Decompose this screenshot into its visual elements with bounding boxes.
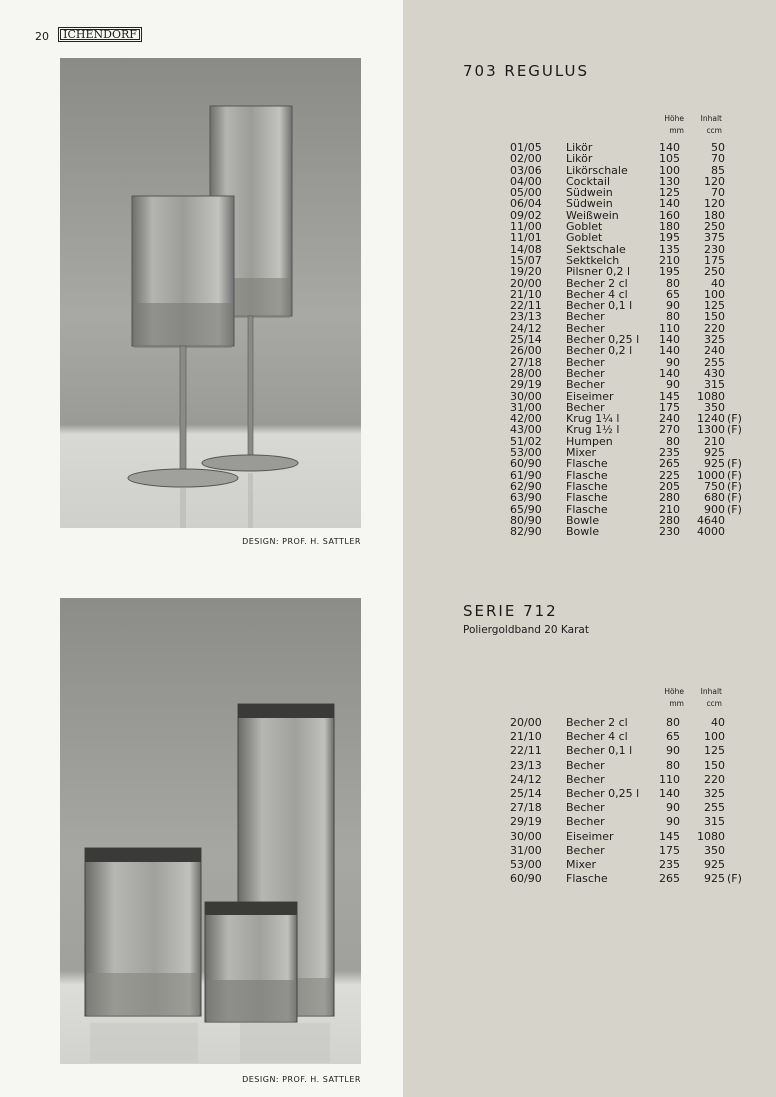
item-code: 43/00 [510,423,542,437]
item-height: 90 [666,378,680,392]
item-code: 03/06 [510,163,542,177]
item-code: 21/10 [510,730,542,744]
item-content: 4000 [697,525,725,539]
item-code: 29/19 [510,815,542,829]
series-title: SERIE 712 [463,602,558,620]
item-content: 4640 [697,513,725,527]
item-name: Becher 0,1 l [566,744,633,758]
item-height: 180 [659,220,680,234]
item-height: 65 [666,287,680,301]
item-flag: (F) [727,457,742,471]
series-subtitle: Poliergoldband 20 Karat [463,624,589,636]
item-code: 27/18 [510,355,542,369]
item-height: 145 [659,389,680,403]
item-code: 11/01 [510,231,542,245]
item-name: Humpen [566,434,613,448]
item-content: 1080 [697,829,725,843]
item-content: 70 [711,186,725,200]
item-name: Becher [566,801,605,815]
design-credit: DESIGN: PROF. H. SATTLER [242,537,361,546]
item-name: Becher 0,2 l [566,344,633,358]
item-content: 375 [704,231,725,245]
item-content: 925 [704,446,725,460]
product-photo-serie712 [60,598,361,1064]
column-header-content: Inhalt ccm [700,687,722,708]
item-content: 255 [704,355,725,369]
item-content: 1240 [697,412,725,426]
item-height: 80 [666,276,680,290]
item-code: 23/13 [510,758,542,772]
item-name: Becher [566,321,605,335]
item-height: 210 [659,502,680,516]
item-height: 225 [659,468,680,482]
item-code: 30/00 [510,389,542,403]
item-height: 140 [659,333,680,347]
item-code: 26/00 [510,344,542,358]
item-name: Becher 0,1 l [566,299,633,313]
item-content: 85 [711,163,725,177]
item-name: Becher 4 cl [566,730,628,744]
item-name: Flasche [566,502,608,516]
item-code: 62/90 [510,479,542,493]
page-number: 20 [35,30,49,43]
item-code: 20/00 [510,716,542,729]
item-name: Likörschale [566,163,628,177]
item-code: 27/18 [510,801,542,815]
item-code: 06/04 [510,197,542,211]
item-code: 11/00 [510,220,542,234]
item-height: 90 [666,744,680,758]
item-height: 140 [659,344,680,358]
item-content: 210 [704,434,725,448]
item-content: 1080 [697,389,725,403]
item-height: 125 [659,186,680,200]
item-flag: (F) [727,412,742,426]
item-name: Becher [566,843,605,857]
item-height: 100 [659,163,680,177]
item-content: 40 [711,716,725,729]
brand-logo: ICHENDORF [58,27,142,42]
item-code: 80/90 [510,513,542,527]
item-code: 30/00 [510,829,542,843]
item-flag: (F) [727,872,742,886]
item-content: 1300 [697,423,725,437]
item-flag: (F) [727,479,742,493]
item-height: 235 [659,857,680,871]
item-name: Becher 0,25 l [566,786,640,800]
item-name: Eiseimer [566,389,614,403]
item-name: Mixer [566,446,597,460]
item-name: Becher [566,772,605,786]
item-flag: (F) [727,491,742,505]
item-name: Goblet [566,231,603,245]
item-height: 80 [666,758,680,772]
item-name: Weißwein [566,208,619,222]
item-height: 90 [666,299,680,313]
item-height: 90 [666,355,680,369]
item-code: 31/00 [510,400,542,414]
item-code: 31/00 [510,843,542,857]
product-photo-regulus [60,58,361,528]
item-content: 325 [704,786,725,800]
item-content: 180 [704,208,725,222]
item-code: 63/90 [510,491,542,505]
item-code: 09/02 [510,208,542,222]
item-code: 20/00 [510,276,542,290]
item-name: Becher [566,355,605,369]
item-name: Becher [566,378,605,392]
item-height: 240 [659,412,680,426]
item-height: 140 [659,141,680,154]
item-code: 22/11 [510,744,542,758]
item-height: 205 [659,479,680,493]
item-name: Sektkelch [566,253,620,267]
item-content: 900 [704,502,725,516]
item-content: 680 [704,491,725,505]
item-height: 130 [659,174,680,188]
item-name: Becher [566,366,605,380]
item-code: 25/14 [510,333,542,347]
item-name: Becher 2 cl [566,276,628,290]
item-name: Likör [566,152,593,166]
item-content: 40 [711,276,725,290]
item-code: 14/08 [510,242,542,256]
item-height: 140 [659,366,680,380]
item-height: 80 [666,716,680,729]
item-name: Flasche [566,872,608,886]
item-name: Flasche [566,468,608,482]
item-code: 60/90 [510,457,542,471]
item-code: 15/07 [510,253,542,267]
item-height: 195 [659,265,680,279]
item-name: Flasche [566,457,608,471]
item-content: 230 [704,242,725,256]
item-height: 140 [659,786,680,800]
item-content: 250 [704,220,725,234]
column-header-height: Höhe mm [664,687,684,708]
item-height: 110 [659,772,680,786]
item-height: 110 [659,321,680,335]
item-height: 175 [659,843,680,857]
item-code: 65/90 [510,502,542,516]
item-content: 150 [704,310,725,324]
item-name: Krug 1½ l [566,423,620,437]
item-content: 240 [704,344,725,358]
item-code: 05/00 [510,186,542,200]
item-height: 195 [659,231,680,245]
item-code: 19/20 [510,265,542,279]
item-code: 42/00 [510,412,542,426]
item-content: 120 [704,197,725,211]
item-content: 125 [704,744,725,758]
column-header-content: Inhalt ccm [700,114,722,135]
item-code: 53/00 [510,446,542,460]
item-height: 210 [659,253,680,267]
column-header-height: Höhe mm [664,114,684,135]
item-height: 265 [659,457,680,471]
item-height: 175 [659,400,680,414]
item-name: Becher 0,25 l [566,333,640,347]
item-height: 280 [659,491,680,505]
item-code: 24/12 [510,321,542,335]
item-name: Flasche [566,491,608,505]
item-name: Cocktail [566,174,610,188]
item-content: 925 [704,857,725,871]
item-content: 315 [704,815,725,829]
item-name: Krug 1¼ l [566,412,620,426]
item-content: 220 [704,321,725,335]
item-code: 22/11 [510,299,542,313]
item-content: 250 [704,265,725,279]
item-height: 65 [666,730,680,744]
item-code: 28/00 [510,366,542,380]
series-title: 703 REGULUS [463,62,590,80]
item-name: Bowle [566,513,600,527]
item-name: Becher 2 cl [566,716,628,729]
item-height: 265 [659,872,680,886]
item-height: 105 [659,152,680,166]
item-content: 350 [704,843,725,857]
item-code: 24/12 [510,772,542,786]
item-flag: (F) [727,502,742,516]
item-content: 1000 [697,468,725,482]
item-name: Pilsner 0,2 l [566,265,631,279]
item-content: 255 [704,801,725,815]
item-height: 235 [659,446,680,460]
item-code: 61/90 [510,468,542,482]
item-height: 90 [666,815,680,829]
item-content: 100 [704,287,725,301]
item-content: 120 [704,174,725,188]
item-code: 25/14 [510,786,542,800]
item-height: 140 [659,197,680,211]
item-code: 60/90 [510,872,542,886]
item-code: 29/19 [510,378,542,392]
item-name: Bowle [566,525,600,539]
item-name: Likör [566,141,593,154]
item-flag: (F) [727,423,742,437]
item-name: Mixer [566,857,597,871]
item-height: 270 [659,423,680,437]
item-code: 02/00 [510,152,542,166]
item-content: 125 [704,299,725,313]
item-height: 145 [659,829,680,843]
item-height: 90 [666,801,680,815]
item-code: 01/05 [510,141,542,154]
item-name: Becher [566,310,605,324]
item-name: Goblet [566,220,603,234]
item-content: 430 [704,366,725,380]
item-name: Becher 4 cl [566,287,628,301]
item-code: 23/13 [510,310,542,324]
item-content: 70 [711,152,725,166]
item-height: 280 [659,513,680,527]
item-code: 04/00 [510,174,542,188]
item-code: 82/90 [510,525,542,539]
item-content: 100 [704,730,725,744]
item-name: Südwein [566,197,613,211]
item-name: Eiseimer [566,829,614,843]
item-content: 150 [704,758,725,772]
item-height: 135 [659,242,680,256]
item-code: 53/00 [510,857,542,871]
item-name: Becher [566,758,605,772]
item-name: Becher [566,400,605,414]
item-height: 80 [666,434,680,448]
item-content: 925 [704,457,725,471]
item-content: 750 [704,479,725,493]
item-content: 50 [711,141,725,154]
item-content: 325 [704,333,725,347]
item-content: 350 [704,400,725,414]
item-name: Flasche [566,479,608,493]
item-name: Sektschale [566,242,626,256]
item-name: Südwein [566,186,613,200]
item-content: 925 [704,872,725,886]
item-content: 220 [704,772,725,786]
item-content: 175 [704,253,725,267]
item-height: 160 [659,208,680,222]
item-content: 315 [704,378,725,392]
design-credit: DESIGN: PROF. H. SATTLER [242,1075,361,1084]
item-flag: (F) [727,468,742,482]
item-name: Becher [566,815,605,829]
item-code: 51/02 [510,434,542,448]
item-height: 80 [666,310,680,324]
item-code: 21/10 [510,287,542,301]
item-height: 230 [659,525,680,539]
